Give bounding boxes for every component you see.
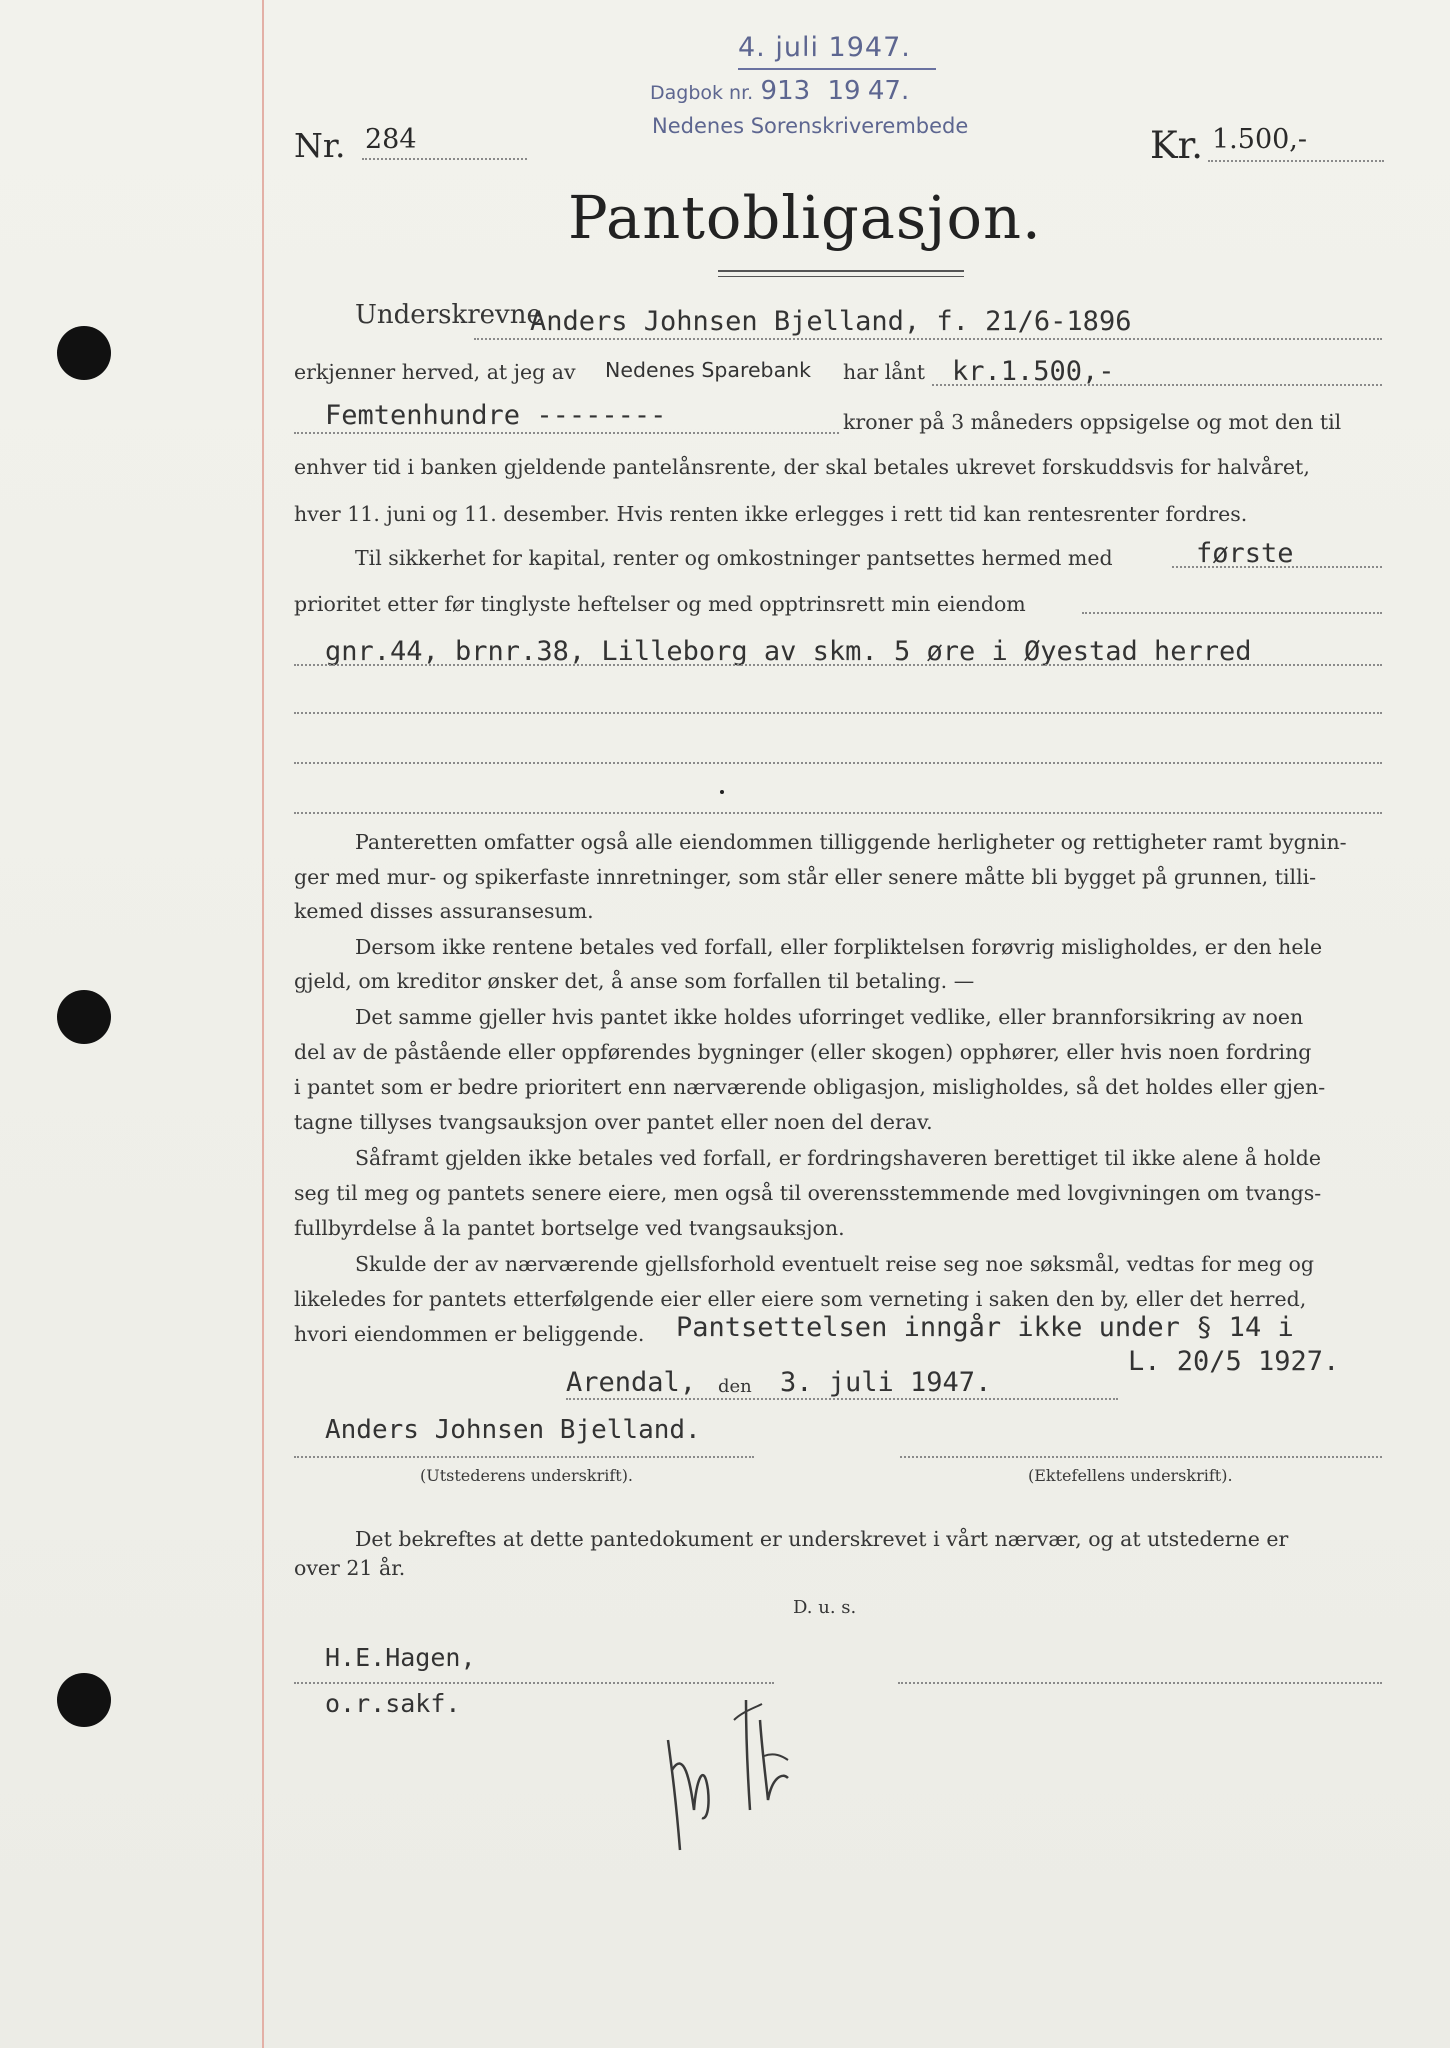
para-line-6: Det samme gjeller hvis pantet ikke holdes uforringet vedlike, eller brannforsikring av noen [355,1005,1304,1029]
para-line-9: tagne tillyses tvangsauksjon over pantet eller noen del derav. [294,1110,933,1134]
para-line-13: Skulde der av nærværende gjellsforhold eventuelt reise seg noe søksmål, vedtas for meg og [355,1252,1315,1276]
addendum-line-1: Pantsettelsen inngår ikke under § 14 i [676,1312,1294,1343]
kr-value: 1.500,- [1212,124,1308,155]
para-line-15: hvori eiendommen er beliggende. [294,1322,645,1346]
para-line-3: kemed disses assuransesum. [294,899,594,923]
stamp-date-underline [738,68,936,70]
document-title: Pantobligasjon. [568,183,1042,252]
acknowledge-pre: erkjenner herved, at jeg av [294,360,576,384]
issuer-caption: (Utstederens underskrift). [420,1466,634,1485]
undersigned-dotted-line [474,338,1382,340]
security-pre: Til sikkerhet for kapital, renter og omkostninger pantsettes hermed med [355,546,1113,570]
nr-dotted-line [362,158,527,160]
loan-amount: kr.1.500,- [952,356,1115,387]
title-rule-2 [718,276,964,277]
property-dotted-line-3 [294,762,1382,764]
nr-label: Nr. [294,126,346,165]
para-line-7: del av de påstående eller oppførendes bygninger (eller skogen) opphører, eller hvis noen fordring [294,1040,1312,1064]
addendum-line-2: L. 20/5 1927. [1128,1346,1340,1377]
property-description: gnr.44, brnr.38, Lilleborg av skm. 5 øre i Øyestad herred [325,636,1252,667]
priority-line: prioritet etter før tinglyste heftelser og med opptrinsrett min eiendom [294,592,1026,616]
stamp-year-prefix: 19 [827,76,861,106]
terms-line-3: hver 11. juni og 11. desember. Hvis renten ikke erlegges i rett tid kan rentesrenter fordres. [294,502,1248,526]
undersigned-value: Anders Johnsen Bjelland, f. 21/6-1896 [530,306,1132,337]
witness-title: o.r.sakf. [325,1689,461,1718]
title-rule-1 [718,270,964,272]
para-line-11: seg til meg og pantets senere eiere, men også til overensstemmende med lovgivningen om tvangs- [294,1181,1322,1205]
nr-value: 284 [365,124,417,155]
kr-dotted-line [1208,160,1384,162]
para-line-5: gjeld, om kreditor ønsker det, å anse som forfallen til betaling. — [294,969,975,993]
spouse-caption: (Ektefellens underskrift). [1028,1466,1233,1485]
place-date-dotted-line [566,1398,1118,1400]
punch-hole-top [57,326,111,380]
para-line-2: ger med mur- og spikerfaste innretninger, som står eller senere måtte bli bygget på grunnen, tilli- [294,865,1317,889]
stamp-office: Nedenes Sorenskriverembede [652,114,969,138]
place-date-den: den [718,1376,752,1397]
issuer-signature-line [294,1456,754,1458]
stamp-dagbok [650,76,909,106]
stamp-dagbok-number: 913 [760,76,811,106]
kr-label: Kr. [1150,124,1204,167]
priority-value: første [1196,538,1294,569]
property-dotted-line-2 [294,712,1382,714]
property-dotted-line-1 [294,664,1382,666]
witness-name: H.E.Hagen, [325,1643,476,1672]
property-dotted-line-4 [294,812,1382,814]
witness-statement-1: Det bekreftes at dette pantedokument er underskrevet i vårt nærvær, og at utstederne er [355,1527,1289,1551]
issuer-name: Anders Johnsen Bjelland. [325,1415,701,1445]
stamp-date: 4. juli 1947. [738,32,911,63]
dus: D. u. s. [793,1597,857,1618]
stamp-dagbok-prefix: Dagbok nr. [650,82,754,104]
stamp-dagbok-year: 47. [867,76,910,106]
spouse-signature-line [900,1456,1382,1458]
para-line-12: fullbyrdelse å la pantet bortselge ved tvangsauksjon. [294,1216,845,1240]
margin-line [262,0,264,2048]
terms-line-2: enhver tid i banken gjeldende pantelånsrente, der skal betales ukrevet forskuddsvis for halvåret, [294,455,1310,479]
para-line-10: Såframt gjelden ikke betales ved forfall, er fordringshaveren berettiget til ikke alene å holde [355,1146,1322,1170]
witness-line-2 [898,1682,1382,1684]
amount-words: Femtenhundre -------- [325,400,667,431]
bank-name: Nedenes Sparebank [605,358,811,382]
witness-statement-2: over 21 år. [294,1556,406,1580]
handwritten-signature [650,1660,810,1860]
para-line-14: likeledes for pantets etterfølgende eier eller eiere som verneting i saken den by, eller det herred, [294,1287,1307,1311]
punch-hole-bottom [57,1673,111,1727]
para-line-1: Panteretten omfatter også alle eiendommen tilliggende herligheter og rettigheter ramt bygnin- [355,830,1347,854]
para-line-8: i pantet som er bedre prioritert enn nærværende obligasjon, misligholdes, så det holdes eller gjen- [294,1075,1326,1099]
para-line-4: Dersom ikke rentene betales ved forfall, eller forpliktelsen forøvrig misligholdes, er den hele [355,935,1323,959]
ink-dot [720,790,724,794]
punch-hole-middle [57,990,111,1044]
priority-line-dotted [1082,612,1382,614]
signing-date: 3. juli 1947. [780,1367,992,1398]
acknowledge-post: har lånt [843,360,925,384]
amount-words-dotted-line [294,432,839,434]
undersigned-label: Underskrevne [355,300,542,330]
place: Arendal, [566,1367,697,1398]
terms-line-1: kroner på 3 måneders oppsigelse og mot den til [843,410,1342,434]
